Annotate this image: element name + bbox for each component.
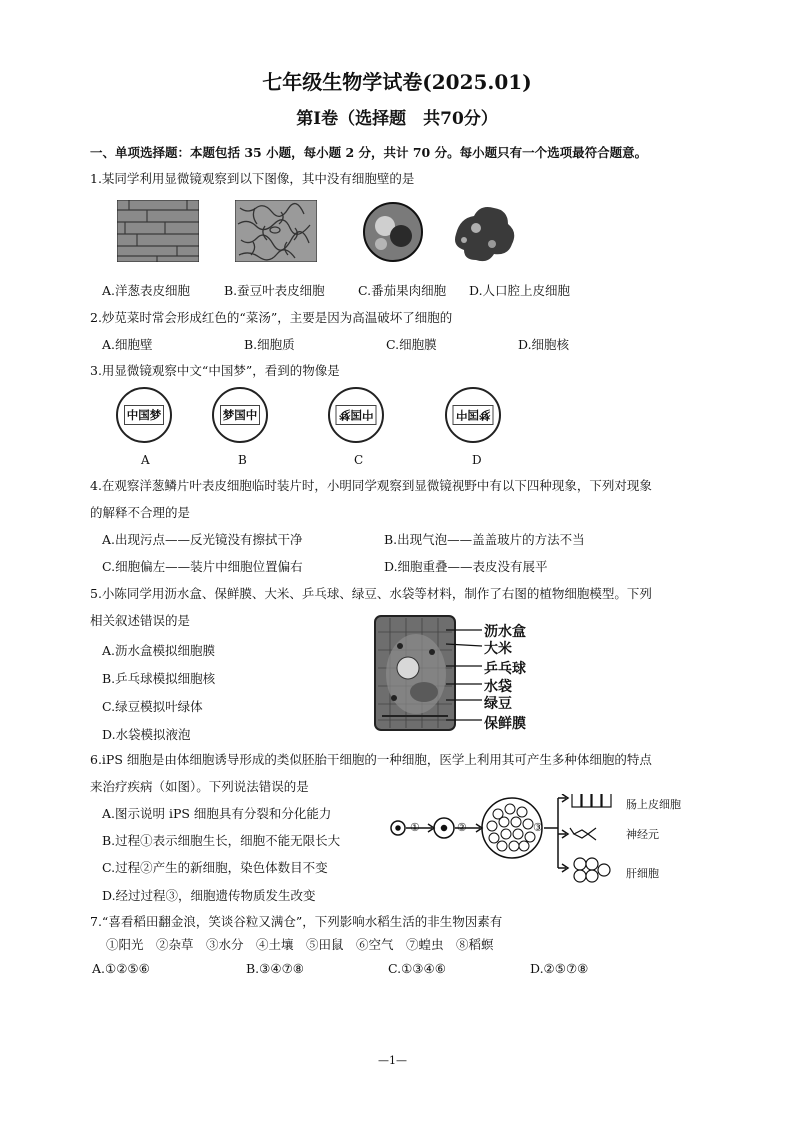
q7-option-a: A.①②⑤⑥ <box>92 961 150 976</box>
ips-label-intestinal: 肠上皮细胞 <box>626 798 681 811</box>
q2-stem: 2.炒苋菜时常会形成红色的“菜汤”，主要是因为高温破坏了细胞的 <box>90 310 453 325</box>
ips-step-1: ① <box>410 821 420 834</box>
q6-option-d: D.经过过程③，细胞遗传物质发生改变 <box>102 888 316 903</box>
q6-stem-line2: 来治疗疾病（如图）。下列说法错误的是 <box>90 779 309 794</box>
q7-factors: ①阳光 ②杂草 ③水分 ④土壤 ⑤田鼠 ⑥空气 ⑦蝗虫 ⑧稻螟 <box>106 937 494 952</box>
q5-stem-line2: 相关叙述错误的是 <box>90 613 191 628</box>
model-label-drain-box: 沥水盒 <box>484 624 526 640</box>
q4-option-d: D.细胞重叠——表皮没有展平 <box>384 559 548 574</box>
section-title: 第Ⅰ卷（选择题 共70分） <box>296 109 498 129</box>
q1-stem: 1.某同学利用显微镜观察到以下图像，其中没有细胞壁的是 <box>90 171 415 186</box>
model-label-mung-bean: 绿豆 <box>484 696 512 712</box>
q4-option-c: C.细胞偏左——装片中细胞位置偏右 <box>102 559 303 574</box>
model-label-ping-pong: 乒乓球 <box>484 661 526 677</box>
q4-stem-line1: 4.在观察洋葱鳞片叶表皮细胞临时装片时，小明同学观察到显微镜视野中有以下四种现象，下列对现象 <box>90 478 652 493</box>
model-label-rice: 大米 <box>484 641 512 657</box>
q1-option-d: D.人口腔上皮细胞 <box>469 283 571 298</box>
q3-image-b-text: 梦国中 <box>220 405 261 425</box>
q5-stem-line1: 5.小陈同学用沥水盒、保鲜膜、大米、乒乓球、绿豆、水袋等材料，制作了右图的植物细胞模型。下列 <box>90 586 652 601</box>
q3-image-d-text: 梦国中 <box>453 405 494 425</box>
model-label-plastic-wrap: 保鲜膜 <box>484 716 526 732</box>
ips-step-3: ③ <box>533 821 543 834</box>
page-number: —1— <box>378 1054 407 1067</box>
page-title: 七年级生物学试卷(2025.01) <box>262 70 532 94</box>
section-instruction: 一、单项选择题：本题包括 35 小题，每小题 2 分，共计 70 分。每小题只有一个选项最符合题意。 <box>90 145 648 160</box>
q3-image-b <box>212 387 268 443</box>
q1-option-a: A.洋葱表皮细胞 <box>102 283 191 298</box>
q1-option-c: C.番茄果肉细胞 <box>358 283 447 298</box>
q2-option-c: C.细胞膜 <box>386 337 437 352</box>
q3-image-c-text: 中国梦 <box>336 405 377 425</box>
q3-image-a <box>116 387 172 443</box>
q3-label-a: A <box>141 453 150 467</box>
cheek-cell-micrograph <box>446 200 518 266</box>
ips-label-neuron: 神经元 <box>626 828 659 841</box>
q5-option-d: D.水袋模拟液泡 <box>102 727 191 742</box>
q3-label-d: D <box>472 453 482 467</box>
model-label-water-bag: 水袋 <box>484 679 512 695</box>
broad-bean-leaf-micrograph <box>235 200 317 262</box>
q7-option-d: D.②⑤⑦⑧ <box>530 961 589 976</box>
q5-option-b: B.乒乓球模拟细胞核 <box>102 671 216 686</box>
q6-option-b: B.过程①表示细胞生长，细胞不能无限长大 <box>102 833 341 848</box>
q3-image-d <box>445 387 501 443</box>
q3-image-a-text: 中国梦 <box>124 405 165 425</box>
ips-label-liver: 肝细胞 <box>626 867 659 880</box>
q4-option-b: B.出现气泡——盖盖玻片的方法不当 <box>384 532 585 547</box>
tomato-pulp-micrograph <box>361 200 425 264</box>
q2-option-b: B.细胞质 <box>244 337 295 352</box>
q6-option-c: C.过程②产生的新细胞，染色体数目不变 <box>102 860 328 875</box>
q2-option-d: D.细胞核 <box>518 337 570 352</box>
q5-option-a: A.沥水盒模拟细胞膜 <box>102 643 216 658</box>
q3-label-b: B <box>238 453 247 467</box>
q6-option-a: A.图示说明 iPS 细胞具有分裂和分化能力 <box>102 806 332 821</box>
q5-option-c: C.绿豆模拟叶绿体 <box>102 699 203 714</box>
q3-image-c <box>328 387 384 443</box>
q3-stem: 3.用显微镜观察中文“中国梦”，看到的物像是 <box>90 363 340 378</box>
q7-option-c: C.①③④⑥ <box>388 961 446 976</box>
q3-label-c: C <box>354 453 364 467</box>
q7-option-b: B.③④⑦⑧ <box>246 961 304 976</box>
q4-option-a: A.出现污点——反光镜没有擦拭干净 <box>102 532 303 547</box>
q2-option-a: A.细胞壁 <box>102 337 153 352</box>
q7-stem: 7.“喜看稻田翻金浪，笑谈谷粒又满仓”，下列影响水稻生活的非生物因素有 <box>90 914 503 929</box>
q1-option-b: B.蚕豆叶表皮细胞 <box>224 283 325 298</box>
ips-step-2: ② <box>457 821 467 834</box>
q4-stem-line2: 的解释不合理的是 <box>90 505 191 520</box>
model-pointer-lines <box>446 620 486 730</box>
onion-epidermis-micrograph <box>117 200 199 262</box>
q6-stem-line1: 6.iPS 细胞是由体细胞诱导形成的类似胚胎干细胞的一种细胞，医学上利用其可产生多种体细胞的特点 <box>90 752 652 767</box>
